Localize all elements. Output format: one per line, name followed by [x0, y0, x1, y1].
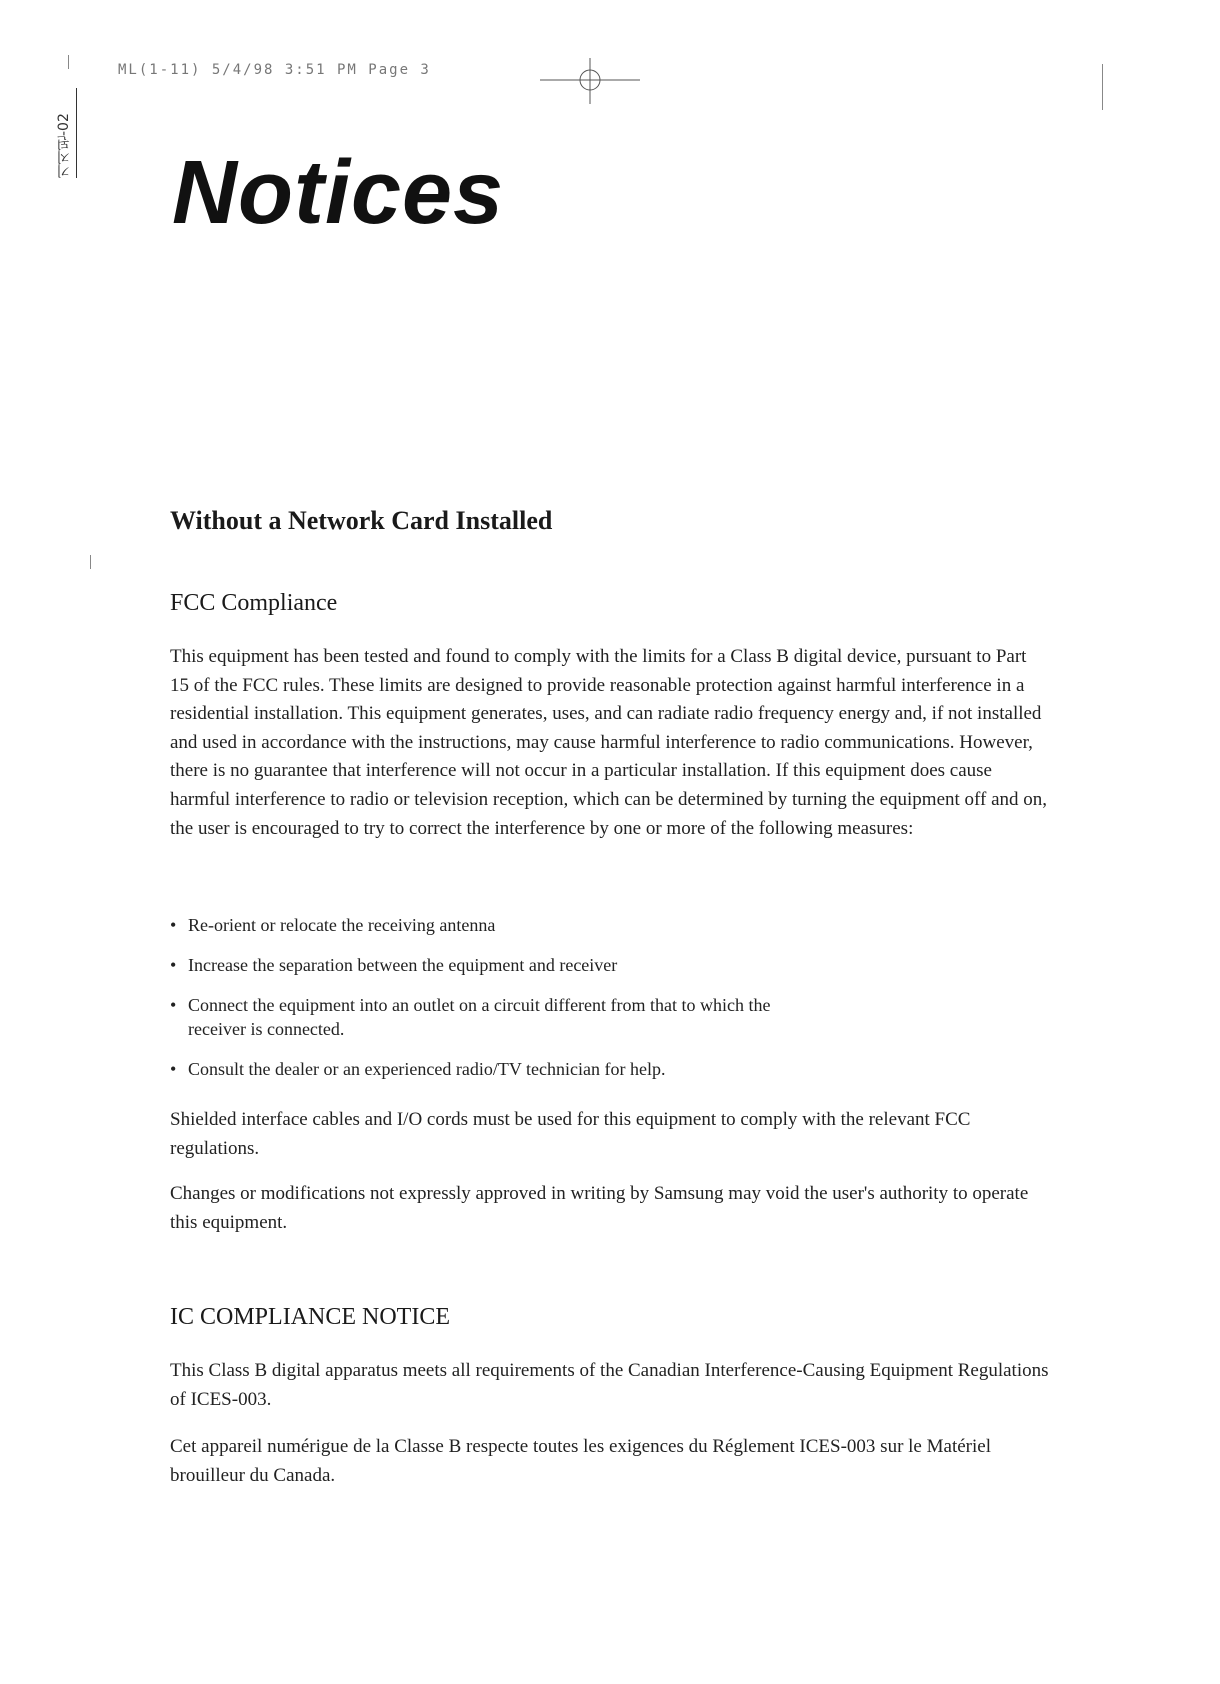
fcc-heading: FCC Compliance — [170, 590, 338, 616]
fcc-measures-list — [170, 913, 1030, 1097]
margin-tick — [68, 55, 69, 69]
fcc-intro-paragraph: This equipment has been tested and found to comply with the limits for a Class B digital device, pursuant to Part 15 of the FCC rules. These limits are designed to provide reasonable protection against harmful interference in a residential installation. This equipment generates, uses, and can radiate radio frequency energy and, if not installed and used in accordance with the instructions, may cause harmful interference to radio communications. However, there is no guarantee that interference will not occur in a particular installation. If this equipment does cause harmful interference to radio or television reception, which can be determined by turning the equipment off and on, the user is encouraged to try to correct the interference by one or more of the following measures: — [170, 646, 1048, 839]
modifications-paragraph: Changes or modifications not expressly approved in writing by Samsung may void the user's authority to operate this equipment. — [170, 1183, 1029, 1233]
list-item: • Re-orient or relocate the receiving antenna — [170, 913, 1030, 937]
page-title: Notices — [172, 143, 505, 243]
margin-tick — [90, 555, 91, 569]
list-item: • Connect the equipment into an outlet on a circuit different from that to which the receiver is connected. — [170, 993, 828, 1041]
shielded-cables-paragraph: Shielded interface cables and I/O cords must be used for this equipment to comply with the relevant FCC regulations. — [170, 1109, 971, 1159]
side-code: 기지된-02 — [54, 88, 77, 178]
list-item: • Increase the separation between the equipment and receiver — [170, 953, 1030, 977]
margin-tick — [1102, 64, 1103, 110]
ic-english-paragraph: This Class B digital apparatus meets all requirements of the Canadian Interference-Causing Equipment Regulations of ICES-003. — [170, 1360, 1049, 1410]
registration-mark-icon — [540, 56, 640, 106]
section-heading: Without a Network Card Installed — [170, 506, 553, 535]
list-item: • Consult the dealer or an experienced radio/TV technician for help. — [170, 1057, 1030, 1081]
ic-french-paragraph: Cet appareil numérigue de la Classe B respecte toutes les exigences du Réglement ICES-003 sur le Matériel brouilleur du Canada. — [170, 1436, 991, 1486]
header-slug: ML(1-11) 5/4/98 3:51 PM Page 3 — [118, 62, 431, 78]
ic-heading: IC COMPLIANCE NOTICE — [170, 1304, 450, 1330]
